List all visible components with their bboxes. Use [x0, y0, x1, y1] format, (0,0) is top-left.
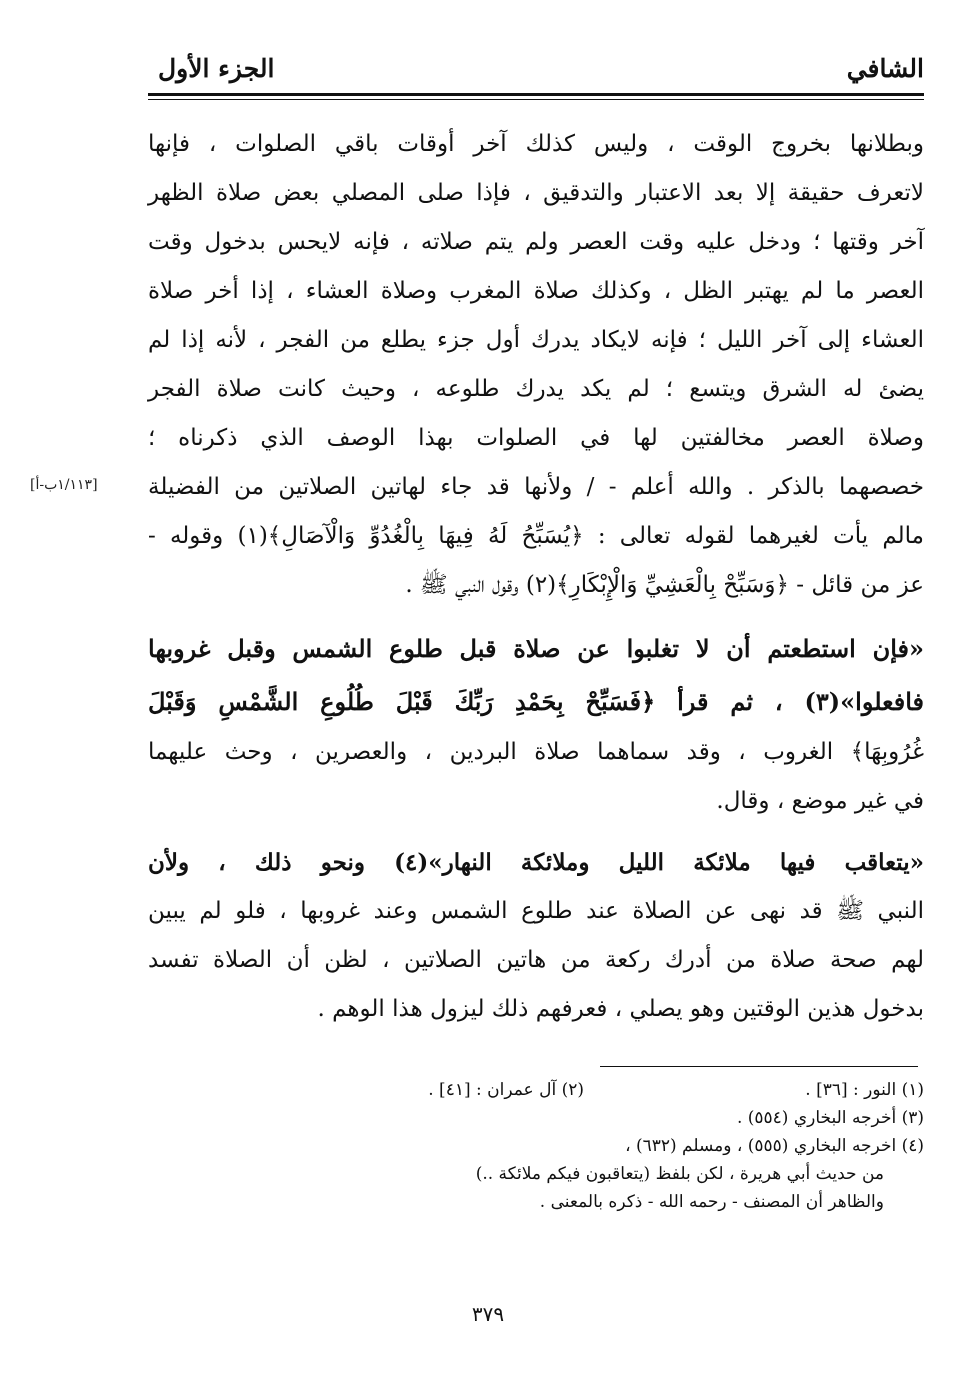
- text-line: آخر وقتها ؛ ودخل عليه وقت العصر ولم يتم صلاته ، فإنه لايحس بدخول وقت: [148, 229, 924, 255]
- hadith-line: «يتعاقب فيها ملائكة الليل وملائكة النهار»(٤) ونحو ذلك ، ولأن: [148, 849, 924, 876]
- book-title: الشافي: [846, 54, 924, 83]
- text-line: مالم يأت لغيرهما لقوله تعالى : ﴿يُسَبِّحُ لَهُ فِيهَا بِالْغُدُوِّ وَالْآصَالِ﴾(١) وقوله -: [148, 523, 924, 549]
- text-line: عز من قائل - ﴿وَسَبِّحْ بِالْعَشِيِّ وَالْإِبْكَارِ﴾(٢) وقول النبي ﷺ .: [405, 572, 924, 598]
- text-line: غُرُوبِهَا﴾ الغروب ، وقد سماهما صلاة البردين ، والعصرين ، وحث عليهما: [148, 739, 924, 765]
- text-line: وصلاة العصر مخالفتين لها في الصلوات بهذا الوصف الذي ذكرناه ؛: [148, 425, 924, 451]
- text-line: في غير موضع ، وقال.: [716, 788, 924, 814]
- footnote-2: (٢) آل عمران : [٤١] .: [428, 1080, 584, 1100]
- text-line: لاتعرف حقيقة إلا بعد الاعتبار والتدقيق ، فإذا صلى المصلي بعض صلاة الظهر: [148, 180, 924, 206]
- footnote-4: (٤) اخرجه البخاري (٥٥٥) ، ومسلم (٦٣٢) ،: [625, 1136, 924, 1156]
- text-line: النبي ﷺ قد نهى عن الصلاة عند طلوع الشمس وعند غروبها ، فلو لم يبين: [148, 898, 924, 924]
- header-rule-thin: [148, 99, 924, 100]
- page-number: ٣٧٩: [471, 1302, 505, 1326]
- hadith-line: فافعلوا»(٣) ، ثم قرأ ﴿فَسَبِّحْ بِحَمْدِ رَبِّكَ قَبْلَ طُلُوعِ الشَّمْسِ وَقَبْلَ: [148, 687, 924, 716]
- footnote-4-continuation: والظاهر أن المصنف - رحمه الله - ذكره بالمعنى .: [539, 1192, 884, 1212]
- text-line: العشاء إلى آخر الليل ؛ فإنه لايكاد يدرك أول جزء يطلع من الفجر ، لأنه إذا لم: [148, 327, 924, 353]
- paragraph-gap: [148, 826, 924, 838]
- text-line: بدخول هذين الوقتين وهو يصلي ، فعرفهم ذلك ليزول هذا الوهم .: [317, 996, 924, 1022]
- footnote-1: (١) النور : [٣٦] .: [805, 1080, 924, 1100]
- manuscript-folio-reference: [١/١١٣ب-أ]: [30, 477, 98, 493]
- hadith-line: «فإن استطعتم أن لا تغلبوا عن صلاة قبل طلوع الشمس وقبل غروبها: [148, 634, 924, 663]
- text-line: وبطلانها بخروج الوقت ، وليس كذلك آخر أوقات باقي الصلوات ، فإنها: [148, 131, 924, 157]
- paragraph-gap: [148, 610, 924, 622]
- footnote-row: [200, 1076, 924, 1104]
- text-line: لهم صحة صلاة من أدرك ركعة من هاتين الصلاتين ، لظن أن الصلاة تفسد: [148, 947, 924, 973]
- volume-title: الجزء الأول: [158, 54, 275, 83]
- footnote-separator: [600, 1066, 918, 1067]
- text-line: يضئ له الشرق ويتسع ؛ لم يكد يدرك طلوعه ، وحيث كانت صلاة الفجر: [148, 376, 924, 402]
- text-line: خصصهما بالذكر . والله أعلم - / ولأنها قد جاء لهاتين الصلاتين من الفضيلة: [148, 474, 924, 500]
- footnotes: [200, 1076, 924, 1216]
- footnote-3: (٣) أخرجه البخاري (٥٥٤) .: [736, 1108, 924, 1128]
- footnote-4-continuation: من حديث أبي هريرة ، لكن بلفظ (يتعاقبون فيكم ملائكة ..): [475, 1164, 884, 1184]
- header-rule-thick: [148, 93, 924, 96]
- running-header: [148, 54, 924, 90]
- main-text: [148, 120, 924, 1034]
- text-line: العصر ما لم يهتبر الظل ، وكذلك صلاة المغرب وصلاة العشاء ، إذا أخر صلاة: [148, 278, 924, 304]
